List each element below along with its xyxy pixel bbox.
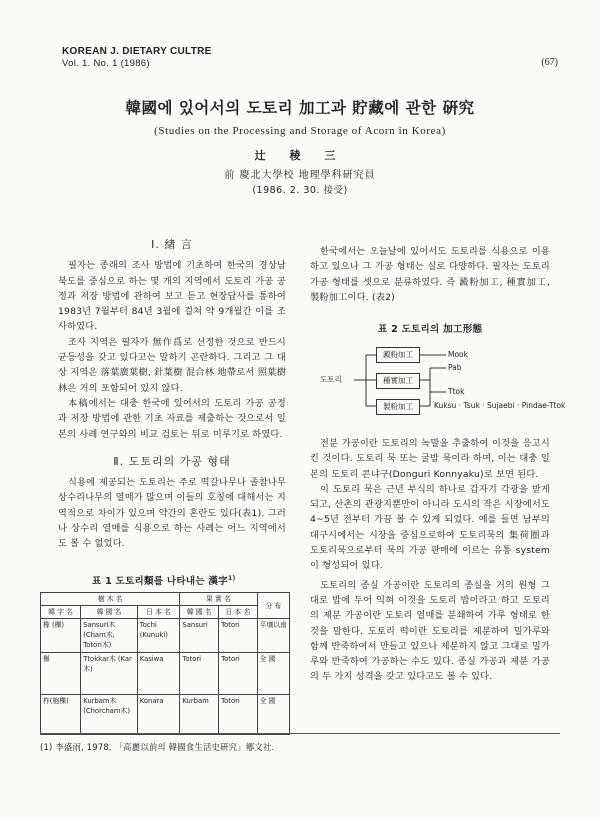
right-column-bottom	[310, 436, 550, 685]
author-name: 辻 稜 三	[254, 149, 346, 162]
journal-volume: Vol. 1. No. 1 (1986)	[62, 58, 150, 69]
table1	[40, 592, 290, 735]
table1-header: 日 本 名	[219, 606, 258, 619]
paper-subtitle: (Studies on the Processing and Storage of Acorn in Korea)	[154, 125, 446, 137]
table-row	[41, 653, 290, 695]
diagram-box-flour: 製粉加工	[376, 399, 420, 415]
left-column	[58, 237, 286, 552]
table1-caption-text: 표 1 도토리類를 나타내는 漢字	[92, 576, 229, 587]
table-cell: Totori	[180, 653, 219, 695]
paragraph: 도토리의 종실 가공이란 도토리의 종실을 거의 원형 그대로 밥에 두어 익혀 이것을 도토리 밥이라고 하고 도토리의 제분 가공이란 도토리 열매를 분쇄하여 가루 형태로 한 것을 말한다. 도토리 떡이란 도토리를 제분하여 밀가루와 함께 반죽하여서 만들고 있으나 제분하지 않고 그대로 밀가루와 반죽하여 가공하는 수도 있다. 종실 가공과 제분 가공의 두 가지 성격을 갖고 있다고도 볼 수 있다.	[310, 579, 550, 683]
table-cell: 槲	[41, 653, 81, 695]
table1-header: 分 布	[257, 593, 289, 619]
diagram-result-ttok: Ttok	[448, 387, 465, 396]
table-cell: Kurbam	[180, 695, 219, 735]
right-column-top	[310, 244, 550, 305]
table-cell: 柞(枹櫟)	[41, 695, 81, 735]
diagram-result-mook: Mook	[448, 350, 468, 359]
paragraph: 전분 가공이란 도토리의 녹말을 추출하여 이것을 응고시킨 것이다. 도토리 묵 또는 굴밤 묵이라 하며, 이는 대충 일본의 도토리 콘냐구(Donguri Konnyaku)로 보면 된다.	[310, 438, 550, 480]
section-heading-intro: Ⅰ. 緖 言	[151, 238, 193, 251]
paragraph: 이 도토리 묵은 근년 부식의 하나로 갑자기 각광을 받게 되고, 산촌의 관광지뿐만이 아니라 도시의 작은 시장에서도 4~5년 전부터 가끔 볼 수 있게 되었다. 예를 들면 남부의 대구시에서는 시장을 중심으로하여 도토리묵의 集荷圈과 도토리묵으로부터 묵의 가공 판매에 이르는 유통 system이 형성되어 있다.	[310, 483, 550, 572]
table-cell: Konara	[137, 695, 180, 735]
table-cell: 全 國	[257, 695, 289, 735]
table1-caption	[92, 573, 236, 587]
affiliation: 前 慶北大學校 地理學科硏究員	[224, 170, 376, 181]
paragraph: 필자는 종래의 조사 방법에 기초하여 한국의 경상남북도를 중심으로 하는 몇 개의 지역에서 도토리 가공 공정과 저장 방법에 관하여 보고 듣고 현장답사를 통하여 1983년 7월부터 84년 3월에 걸쳐 약 9개월간 이를 조사하였다.	[58, 260, 286, 333]
table-cell: Sansuri木(Cham木, Totori木)	[81, 619, 138, 653]
received-date: (1986. 2. 30. 接受)	[252, 185, 348, 196]
journal-name: KOREAN J. DIETARY CULTRE	[62, 46, 212, 57]
diagram-box-starch: 澱粉加工	[376, 347, 420, 363]
table-cell: Kasiwa	[137, 653, 180, 695]
table-cell: Tochi (Kunuki)	[137, 619, 180, 653]
table2-caption: 표 2 도토리의 加工形態	[378, 324, 483, 335]
diagram-box-seed: 種實加工	[376, 373, 420, 389]
diagram-result-kuksu: Kuksu · Tsuk · Sujaebi · Pindae-Ttok	[434, 401, 566, 410]
table-cell: Kurbam木(Chorcham木)	[81, 695, 138, 735]
table-cell: Ttokkar木 (Kar木)	[81, 653, 138, 695]
diagram-root: 도토리	[320, 375, 342, 384]
paper-title: 韓國에 있어서의 도토리 加工과 貯藏에 관한 硏究	[125, 99, 475, 117]
table1-caption-note: 1)	[228, 574, 236, 582]
table-row	[41, 619, 290, 653]
table-cell: Totori	[219, 653, 258, 695]
paragraph: 식용에 제공되는 도토리는 주로 떡갈나무나 졸참나무 상수리나무의 열매가 많으며 이들의 호칭에 대해서는 지역적으로 차이가 있으며 약간의 혼란도 있다(表1). 그러나 상수리 열매를 식용으로 하는 사례는 어느 지역에서도 볼 수 없었다.	[58, 477, 286, 550]
table-cell: 橡 (櫟)	[41, 619, 81, 653]
section-heading-processing: Ⅱ. 도토리의 가공 형태	[113, 454, 231, 468]
diagram-result-pab: Pab	[448, 363, 462, 372]
table-row	[41, 695, 290, 735]
journal-header	[62, 46, 212, 70]
table2-diagram	[318, 338, 566, 420]
table1-header: 韓 字 名	[41, 606, 81, 619]
footnote-rule	[40, 733, 560, 734]
table-cell: Totori	[219, 695, 258, 735]
table-cell: 平壤以南	[257, 619, 289, 653]
footnote: (1) 李盛雨, 1978, 「高麗以前의 韓國食生活史硏究」鄕文社.	[40, 742, 275, 752]
table-cell: 全 國	[257, 653, 289, 695]
paragraph: 조사 지역은 필자가 無作爲로 선정한 것으로 반드시 균등성을 갖고 있다고는 말하기 곤란하다. 그리고 그 대상 지역은 落葉廣葉樹, 針葉樹 混合林 地帶로서 照葉樹林은 거의 포함되어 있지 않다.	[58, 336, 286, 394]
page-number: (67)	[541, 57, 558, 68]
table-cell: Totori	[219, 619, 258, 653]
table1-group-header: 樹 木 名	[41, 593, 180, 606]
table-cell: Sansuri	[180, 619, 219, 653]
table1-header: 韓 國 名	[81, 606, 138, 619]
table1-group-header: 果 實 名	[180, 593, 257, 606]
paragraph: 本稿에서는 대충 한국에 있어서의 도토리 가공 공정과 저장 방법에 관한 기초 자료를 제출하는 것으로서 일본의 사례 연구와의 비교 검토는 뒤로 미루기로 하였다.	[58, 397, 286, 440]
table1-header: 日 本 名	[137, 606, 180, 619]
paragraph: 한국에서는 오늘날에 있어서도 도토리를 식용으로 이용하고 있으나 그 가공 형태는 실로 다양하다. 필자는 도토리 가공 형태를 셋으로 분류하였다. 즉 澱粉加工, 種實加工, 製粉加工이다. (表2)	[310, 246, 550, 303]
table1-header: 韓 國 名	[180, 606, 219, 619]
